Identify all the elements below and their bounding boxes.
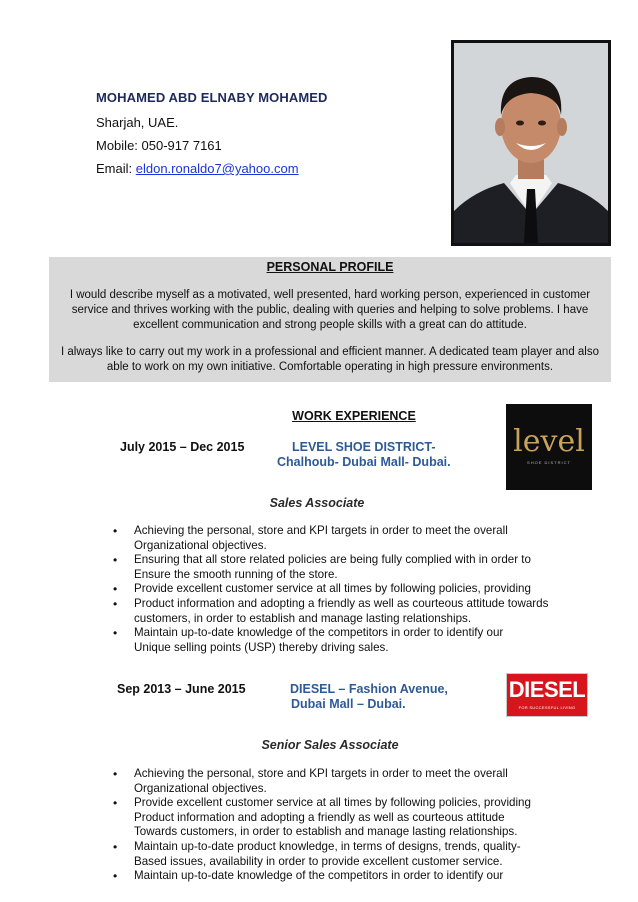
candidate-email-line (96, 161, 299, 176)
list-item: • Product information and adopting a friendly as well as courteous attitude towards customers, in order to establish and manage lasting relationships. (113, 596, 549, 625)
job-date: July 2015 – Dec 2015 (120, 440, 245, 454)
job-duties-list (113, 524, 583, 655)
list-item: • Maintain up-to-date knowledge of the competitors in order to identify our Unique selling points (USP) thereby driving sales. (113, 626, 504, 654)
list-item: • Provide excellent customer service at all times by following policies, providing Product information and adopting a friendly as well as courteous attitude Towards customers, in order to establish and manage lasting relationships. (113, 796, 531, 839)
job-role: Sales Associate (269, 496, 365, 510)
list-item: • Achieving the personal, store and KPI targets in order to meet the overall Organizational objectives. (113, 767, 508, 795)
email-link[interactable]: eldon.ronaldo7@yahoo.com (135, 161, 299, 176)
list-item: • Ensuring that all store related policies are being fully complied with in order to Ensure the smooth running of the store. (113, 553, 531, 581)
list-item: • Provide excellent customer service at all times by following policies, providing (113, 582, 531, 597)
profile-photo (451, 40, 611, 246)
profile-paragraph-1: I would describe myself as a motivated, well presented, hard working person, experienced in customer service and thrives working with the public, dealing with queries and helping to solve problems. I have excellent communication and strong people skills with a great can do attitude. (69, 289, 591, 331)
candidate-name: MOHAMED ABD ELNABY MOHAMED (96, 90, 328, 105)
job-date: Sep 2013 – June 2015 (117, 682, 246, 696)
personal-profile-section (49, 257, 611, 382)
list-item: • Achieving the personal, store and KPI targets in order to meet the overall Organizational objectives. (113, 524, 508, 552)
company-name: LEVEL SHOE DISTRICT- (292, 440, 436, 454)
email-label: Email: (96, 161, 136, 176)
logo-subtext: FOR SUCCESSFUL LIVING (518, 705, 576, 710)
level-shoe-district-logo (506, 404, 592, 490)
personal-profile-title: PERSONAL PROFILE (266, 260, 394, 274)
logo-wordmark: DIESEL (508, 677, 586, 702)
candidate-mobile: Mobile: 050-917 7161 (96, 138, 222, 153)
diesel-logo (506, 673, 588, 717)
profile-paragraph-2: I always like to carry out my work in a professional and efficient manner. A dedicated team player and also able to work on my own initiative. Comfortable operating in high pressure environments. (60, 346, 600, 373)
company-location: Dubai Mall – Dubai. (291, 697, 406, 711)
company-location: Chalhoub- Dubai Mall- Dubai. (277, 455, 451, 469)
list-item: • Maintain up-to-date product knowledge, in terms of designs, trends, quality- Based issues, availability in order to provide excellent customer service. (113, 839, 521, 868)
candidate-location: Sharjah, UAE. (96, 115, 179, 130)
job-role: Senior Sales Associate (261, 738, 399, 752)
logo-subtext: SHOE DISTRICT (527, 460, 571, 465)
job-duties-list (113, 767, 583, 884)
work-experience-title: WORK EXPERIENCE (292, 409, 416, 423)
person-portrait-icon (454, 43, 608, 243)
logo-wordmark: level (513, 424, 585, 459)
company-name: DIESEL – Fashion Avenue, (290, 682, 448, 696)
list-item: • Maintain up-to-date knowledge of the competitors in order to identify our (113, 869, 504, 884)
